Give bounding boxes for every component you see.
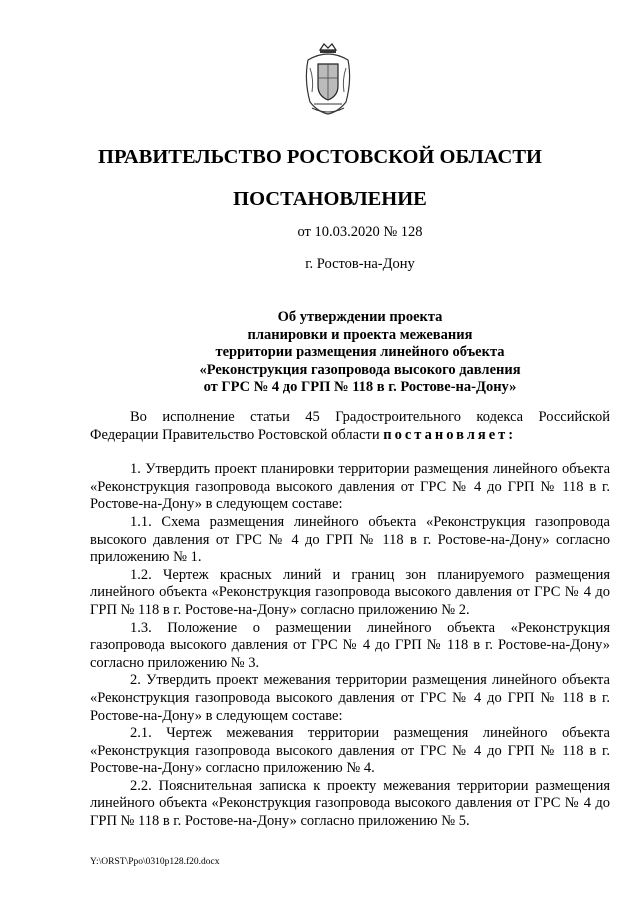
clause-paragraph: 2.1. Чертеж межевания территории размещения линейного объекта «Реконструкция газопровода высокого давления от ГРС № 4 до ГРП № 118 в г. Ростове-на-Дону» согласно приложению № 4. <box>90 725 610 777</box>
clause-paragraph: 2.2. Пояснительная записка к проекту межевания территории размещения линейного объекта «Реконструкция газопровода высокого давления от ГРС № 4 до ГРП № 118 в г. Ростове-на-Дону» согласно приложению № 5. <box>90 777 610 830</box>
city: г. Ростов-на-Дону <box>305 256 415 272</box>
clause-paragraph: 1. Утвердить проект планировки территории размещения линейного объекта «Реконструкция газопровода высокого давления от ГРС № 4 до ГРП № 118 в г. Ростове-на-Дону» в следующем составе: <box>90 461 610 513</box>
title-line: Об утверждении проекта <box>277 309 443 325</box>
title-line: территории размещения линейного объекта <box>215 344 505 360</box>
preamble-paragraph <box>90 409 610 444</box>
title-line: планировки и проекта межевания <box>247 326 473 343</box>
preamble-text: Во исполнение статьи 45 Градостроительного кодекса Российской Федерации Правительство Ростовской области <box>90 409 610 443</box>
decree-word: постановляет: <box>383 426 517 443</box>
document-title <box>40 309 640 397</box>
title-line: от ГРС № 4 до ГРП № 118 в г. Ростове-на-Дону» <box>203 379 517 395</box>
clause-paragraph: 1.2. Чертеж красных линий и границ зон планируемого размещения линейного объекта «Реконструкция газопровода высокого давления от ГРС № 4 до ГРП № 118 в г. Ростове-на-Дону» согласно приложению № 2. <box>90 566 610 618</box>
document-type-heading: ПОСТАНОВЛЕНИЕ <box>233 188 427 210</box>
coat-of-arms-icon <box>298 40 358 120</box>
file-path-footer: Y:\ORST\Ppo\0310p128.f20.docx <box>90 857 220 867</box>
date-number: от 10.03.2020 № 128 <box>297 224 423 240</box>
document-body <box>90 409 610 831</box>
clause-paragraph: 2. Утвердить проект межевания территории размещения линейного объекта «Реконструкция газопровода высокого давления от ГРС № 4 до ГРП № 118 в г. Ростове-на-Дону» в следующем составе: <box>90 672 610 724</box>
clause-paragraph: 1.1. Схема размещения линейного объекта «Реконструкция газопровода высокого давления от ГРС № 4 до ГРП № 118 в г. Ростове-на-Дону» согласно приложению № 1. <box>90 513 610 566</box>
organization-heading: ПРАВИТЕЛЬСТВО РОСТОВСКОЙ ОБЛАСТИ <box>98 146 542 168</box>
clause-paragraph: 1.3. Положение о размещении линейного объекта «Реконструкция газопровода высокого давления от ГРС № 4 до ГРП № 118 в г. Ростове-на-Дону» согласно приложению № 3. <box>90 619 610 671</box>
title-line: «Реконструкция газопровода высокого давления <box>199 361 521 378</box>
